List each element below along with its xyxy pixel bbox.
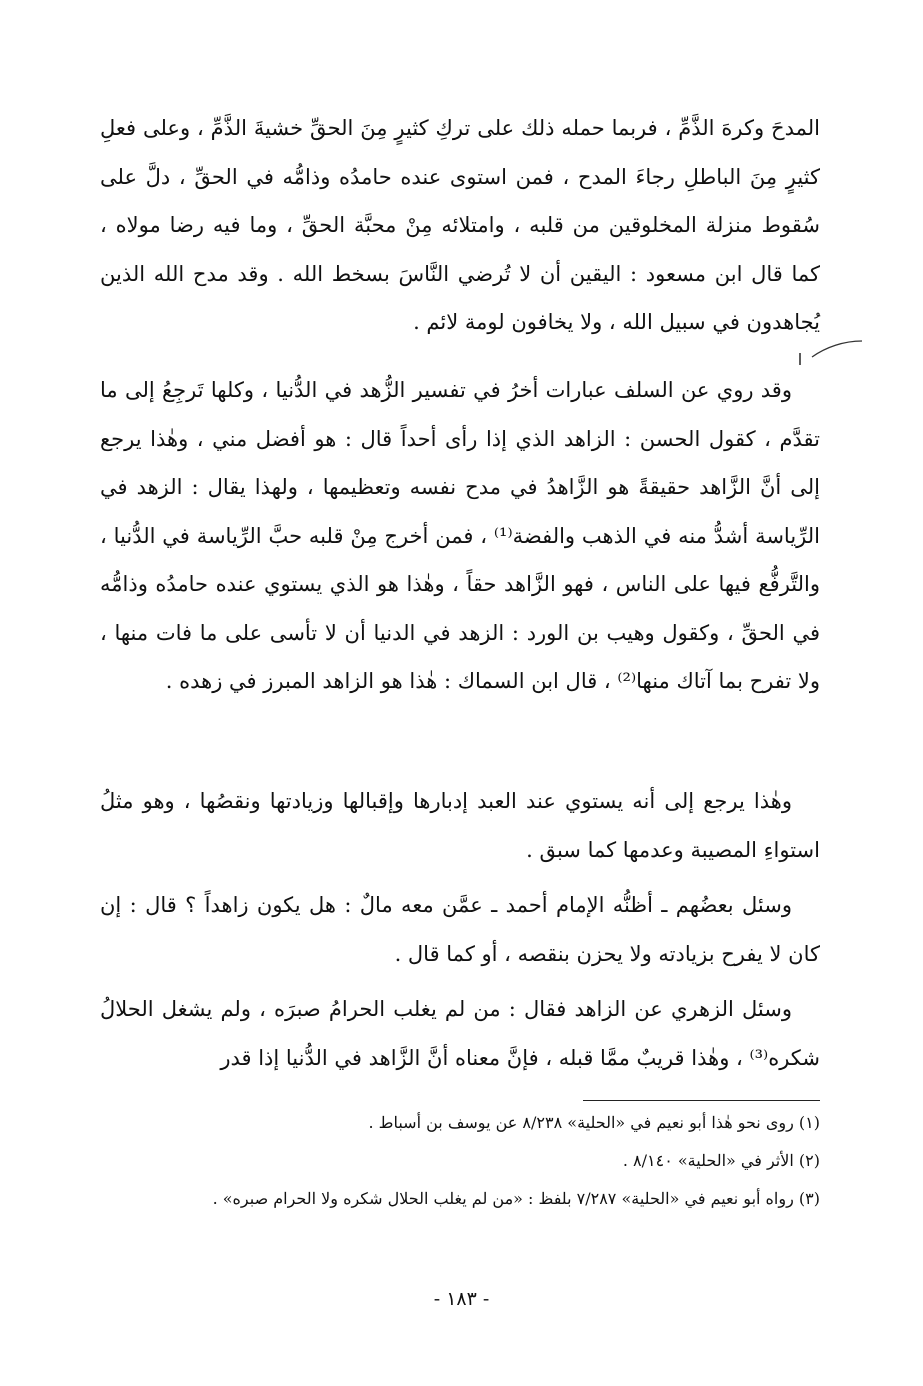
paragraph-1: المدحَ وكرهَ الذَّمِّ ، فربما حمله ذلك على تركِ كثيرٍ مِنَ الحقِّ خشيةَ الذَّمِّ ، وعلى فعلِ كثيرٍ مِنَ الباطلِ رجاءَ المدح ، فمن استوى عنده حامدُه وذامُّه في الحقِّ ، دلَّ على سُقوط منزلة المخلوقين من قلبه ، وامتلائه مِنْ محبَّة الحقِّ ، وما فيه رضا مولاه ، كما قال ابن مسعود : اليقين أن لا تُرضي النَّاسَ بسخط الله . وقد مدح الله الذين يُجاهدون في سبيل الله ، ولا يخافون لومة لائم .: [100, 116, 820, 334]
paragraph-5: وسئل الزهري عن الزاهد فقال : من لم يغلب الحرامُ صبرَه ، ولم يشغل الحلالُ شكره⁽³⁾ ، وهٰذا قريبٌ ممَّا قبله ، فإنَّ معناه أنَّ الزَّاهد في الدُّنيا إذا قدر: [100, 997, 820, 1070]
footnote-1: (١) روى نحو هٰذا أبو نعيم في «الحلية» ٨/٢٣٨ عن يوسف بن أسباط .: [368, 1113, 820, 1132]
footnote-2: (٢) الأثر في «الحلية» ٨/١٤٠ .: [622, 1151, 820, 1170]
paragraph-3: وهٰذا يرجع إلى أنه يستوي عند العبد إدبارها وإقبالها وزيادتها ونقصُها ، وهو مثلُ استواءِ المصيبة وعدمها كما سبق .: [100, 789, 820, 862]
page-number: - ١٨٣ -: [433, 1288, 490, 1310]
footnote-3: (٣) رواه أبو نعيم في «الحلية» ٧/٢٨٧ بلفظ : «من لم يغلب الحلال شكره ولا الحرام صبره» .: [212, 1189, 820, 1208]
footnotes: [100, 1104, 820, 1218]
footnote-separator: [583, 1100, 820, 1101]
paragraph-2: وقد روي عن السلف عبارات أخرُ في تفسير الزُّهد في الدُّنيا ، وكلها تَرجِعُ إلى ما تقدَّم ، كقول الحسن : الزاهد الذي إذا رأى أحداً قال : هو أفضل مني ، وهٰذا يرجع إلى أنَّ الزَّاهد حقيقةً هو الزَّاهدُ في مدح نفسه وتعظيمها ، ولهذا يقال : الزهد في الرِّياسة أشدُّ منه في الذهب والفضة⁽¹⁾ ، فمن أخرج مِنْ قلبه حبَّ الرِّياسة في الدُّنيا ، والتَّرفُّع فيها على الناس ، فهو الزَّاهد حقاً ، وهٰذا هو الذي يستوي عنده حامدُه وذامُّه في الحقِّ ، وكقول وهيب بن الورد : الزهد في الدنيا أن لا تأسى على ما فات منها ، ولا تفرح بما آتاك منها⁽²⁾ ، قال ابن السماك : هٰذا هو الزاهد المبرز في زهده .: [100, 378, 820, 693]
paragraph-4: وسئل بعضُهم ـ أظنُّه الإمام أحمد ـ عمَّن معه مالٌ : هل يكون زاهداً ؟ قال : إن كان لا يفرح بزيادته ولا يحزن بنقصه ، أو كما قال .: [100, 893, 820, 966]
